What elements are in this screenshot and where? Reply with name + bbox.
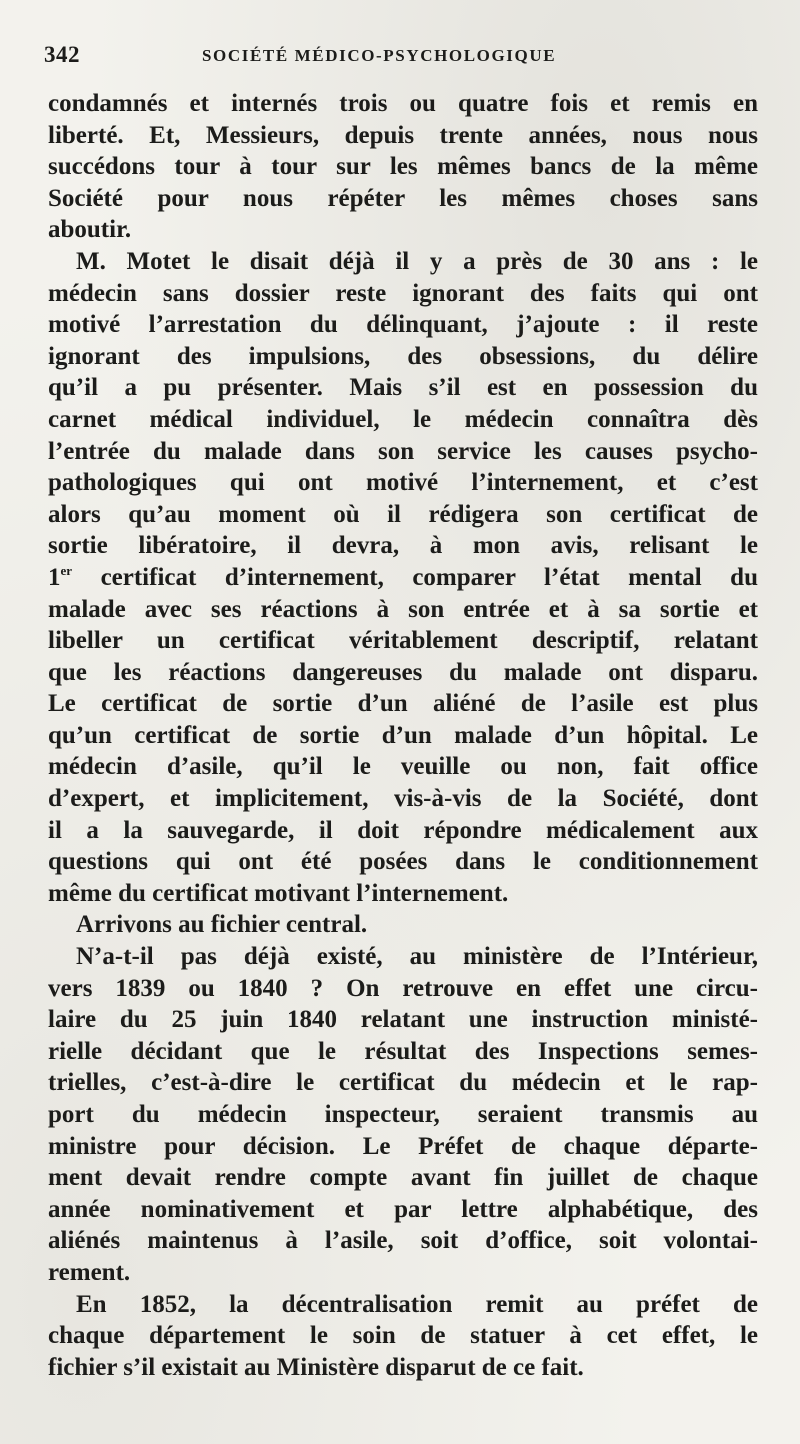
line-text: malade avec ses réactions à son entrée et à sa sortie et xyxy=(48,595,758,623)
line-text: même du certificat motivant l’internement. xyxy=(48,879,509,907)
text-line xyxy=(48,530,758,562)
line-text: ignorant des impulsions, des obsessions, du délire xyxy=(48,342,758,370)
text-line xyxy=(48,909,758,941)
line-text: Arrivons au fichier central. xyxy=(76,911,368,939)
line-text: médecin d’asile, qu’il le veuille ou non, fait office xyxy=(48,753,758,781)
line-text: motivé l’arrestation du délinquant, j’ajoute : il reste xyxy=(48,311,758,339)
text-line xyxy=(48,720,758,752)
line-text: En 1852, la décentralisation remit au préfet de xyxy=(76,1290,758,1318)
line-text: aboutir. xyxy=(48,216,132,244)
line-text: qu’un certificat de sortie d’un malade d’un hôpital. Le xyxy=(48,721,758,749)
text-line xyxy=(48,625,758,657)
line-text: condamnés et internés trois ou quatre fois et remis en xyxy=(48,90,758,117)
page-number: 342 xyxy=(44,42,80,67)
text-line xyxy=(48,467,758,499)
line-text: pathologiques qui ont motivé l’internement, et c’est xyxy=(48,469,758,497)
line-text: chaque département le soin de statuer à cet effet, le xyxy=(48,1322,758,1350)
text-line xyxy=(48,309,758,341)
text-line xyxy=(48,562,758,594)
text-line xyxy=(48,120,758,152)
line-text: l’entrée du malade dans son service les causes psycho- xyxy=(48,437,758,465)
text-line xyxy=(48,214,758,246)
text-line xyxy=(48,341,758,373)
text-line xyxy=(48,1194,758,1226)
line-text: sortie libératoire, il devra, à mon avis, relisant le xyxy=(48,532,758,560)
text-line xyxy=(48,1320,758,1352)
line-text: questions qui ont été posées dans le conditionnement xyxy=(48,848,758,876)
ordinal-prefix: 1 xyxy=(48,563,61,591)
line-text: il a la sauvegarde, il doit répondre médicalement aux xyxy=(48,816,758,844)
line-text: carnet médical individuel, le médecin connaîtra dès xyxy=(48,405,758,433)
text-line xyxy=(48,594,758,626)
text-line xyxy=(48,973,758,1005)
text-line xyxy=(48,1352,758,1384)
text-line xyxy=(48,815,758,847)
text-line xyxy=(48,372,758,404)
line-text: M. Motet le disait déjà il y a près de 30 ans : le xyxy=(76,247,758,275)
text-line xyxy=(48,1289,758,1321)
text-line xyxy=(48,151,758,183)
line-text: laire du 25 juin 1840 relatant une instruction ministé- xyxy=(48,1006,758,1034)
line-text: année nominativement et par lettre alphabétique, des xyxy=(48,1195,758,1223)
text-line xyxy=(48,246,758,278)
text-line xyxy=(48,1131,758,1163)
text-line xyxy=(48,88,758,120)
line-text: certificat d’internement, comparer l’état mental du xyxy=(100,563,758,591)
line-text: Société pour nous répéter les mêmes choses sans xyxy=(48,184,758,212)
running-head xyxy=(0,42,800,76)
line-text: rement. xyxy=(48,1258,131,1286)
text-line xyxy=(48,1162,758,1194)
line-text: libeller un certificat véritablement descriptif, relatant xyxy=(48,627,758,655)
text-line xyxy=(48,783,758,815)
text-line xyxy=(48,688,758,720)
line-text: N’a-t-il pas déjà existé, au ministère de l’Intérieur, xyxy=(76,943,758,971)
line-text: vers 1839 ou 1840 ? On retrouve en effet une circu- xyxy=(48,974,758,1002)
line-text: Le certificat de sortie d’un aliéné de l’asile est plus xyxy=(48,690,758,718)
text-line xyxy=(48,183,758,215)
ordinal-superscript: er xyxy=(60,562,73,578)
line-text: alors qu’au moment où il rédigera son certificat de xyxy=(48,500,758,528)
line-text: port du médecin inspecteur, seraient transmis au xyxy=(48,1101,758,1128)
line-text: médecin sans dossier reste ignorant des faits qui ont xyxy=(48,279,758,307)
line-text: trielles, c’est-à-dire le certificat du médecin et le rap- xyxy=(48,1069,758,1097)
text-line xyxy=(48,657,758,689)
line-text: liberté. Et, Messieurs, depuis trente années, nous nous xyxy=(48,121,758,149)
line-text: d’expert, et implicitement, vis-à-vis de la Société, dont xyxy=(48,785,758,813)
text-line xyxy=(48,751,758,783)
body-text xyxy=(48,88,758,1383)
line-text: aliénés maintenus à l’asile, soit d’office, soit volontai- xyxy=(48,1227,758,1255)
text-line xyxy=(48,1067,758,1099)
text-line xyxy=(48,1225,758,1257)
text-line xyxy=(48,1036,758,1068)
text-line xyxy=(48,846,758,878)
text-line xyxy=(48,278,758,310)
text-line xyxy=(48,941,758,973)
line-text: ministre pour décision. Le Préfet de chaque départe- xyxy=(48,1132,758,1160)
line-text: succédons tour à tour sur les mêmes bancs de la même xyxy=(48,153,758,181)
text-line xyxy=(48,499,758,531)
text-line xyxy=(48,404,758,436)
line-text: qu’il a pu présenter. Mais s’il est en possession du xyxy=(48,374,758,402)
line-text: ment devait rendre compte avant fin juillet de chaque xyxy=(48,1164,758,1192)
text-line xyxy=(48,878,758,910)
line-text: fichier s’il existait au Ministère disparut de ce fait. xyxy=(48,1353,584,1381)
text-line xyxy=(48,1004,758,1036)
running-title: SOCIÉTÉ MÉDICO-PSYCHOLOGIQUE xyxy=(202,46,557,65)
line-text: rielle décidant que le résultat des Inspections semes- xyxy=(48,1037,758,1065)
line-text: que les réactions dangereuses du malade ont disparu. xyxy=(48,658,758,686)
text-line xyxy=(48,436,758,468)
text-line xyxy=(48,1099,758,1131)
text-line xyxy=(48,1257,758,1289)
